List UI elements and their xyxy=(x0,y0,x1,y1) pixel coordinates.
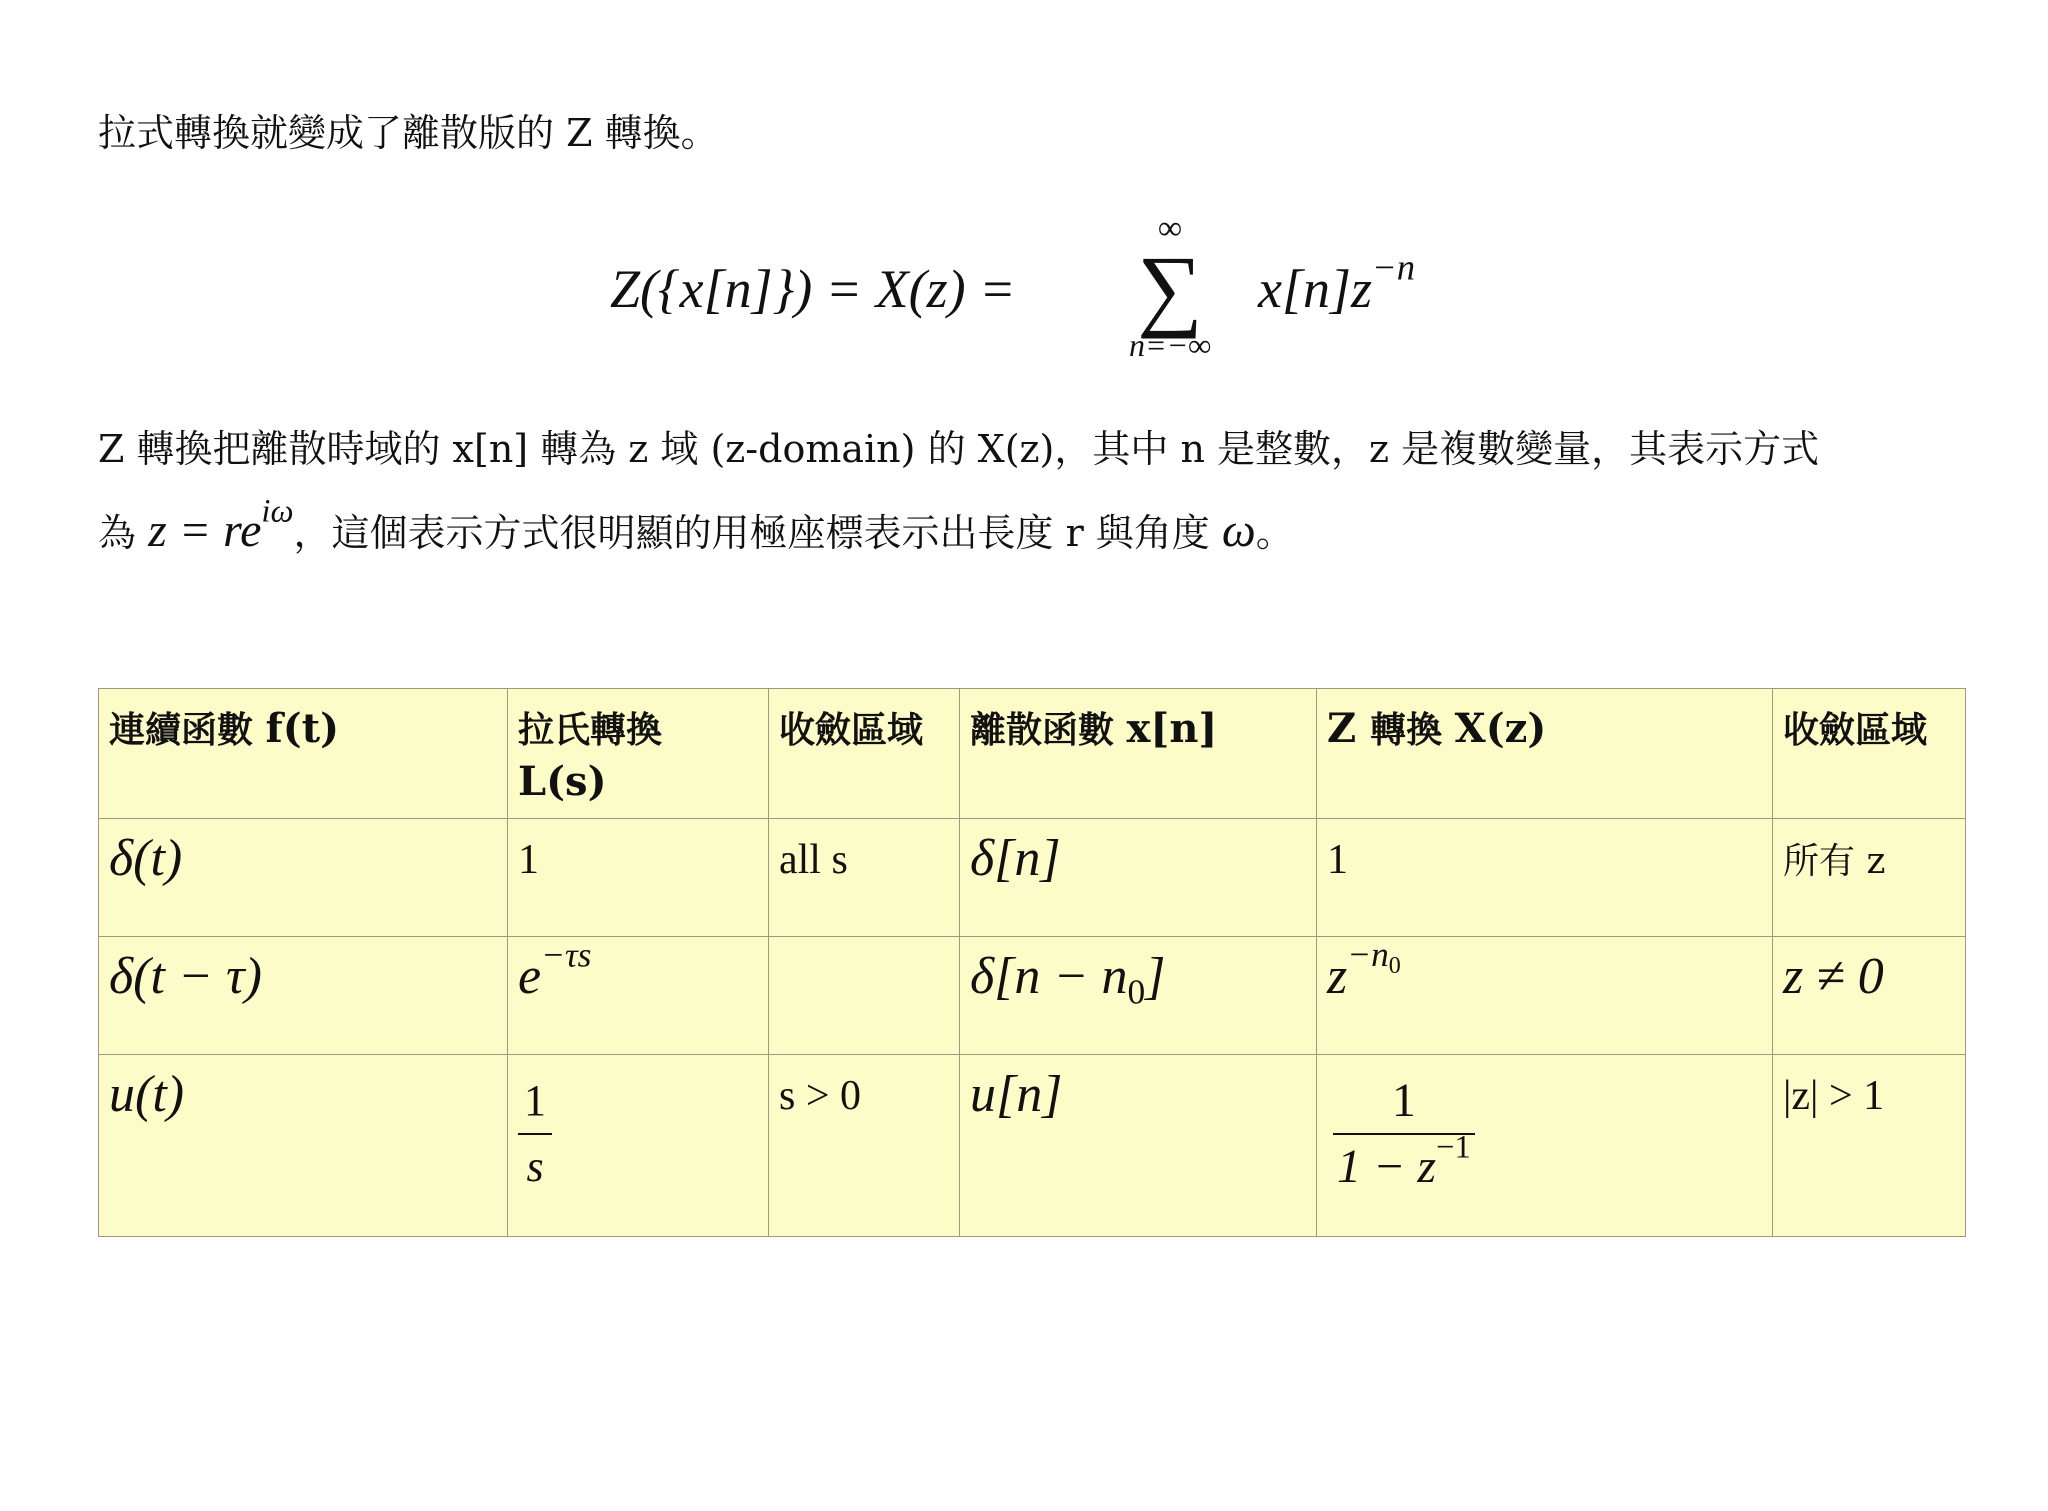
cell-X xyxy=(1317,934,1773,1055)
math-base: δ[n − n xyxy=(970,948,1128,1005)
header-discrete-function xyxy=(960,689,1317,819)
cell-text: s > 0 xyxy=(779,1073,862,1119)
fraction xyxy=(518,1069,552,1199)
sum-lower-limit: n=−∞ xyxy=(1129,327,1211,363)
table-header-row xyxy=(99,689,1966,819)
cell-text: u[n] xyxy=(970,1066,1063,1123)
header-roc-s xyxy=(769,689,960,819)
header-latin: L(s) xyxy=(518,758,607,805)
header-cjk: 轉換 xyxy=(1370,709,1455,751)
denominator-base: 1 − z xyxy=(1337,1140,1437,1193)
polar-form-exponent: iω xyxy=(261,493,294,530)
cell-math xyxy=(970,948,1166,1012)
math-exponent xyxy=(1347,934,1401,980)
table-row xyxy=(99,819,1966,937)
header-cjk: 收斂區域 xyxy=(1783,709,1928,751)
cell-roc-z xyxy=(1773,937,1966,1055)
math-base: e xyxy=(518,948,542,1005)
omega-symbol: ω xyxy=(1221,504,1256,557)
cell-text: 所有 z xyxy=(1783,841,1886,882)
transform-table xyxy=(98,688,1966,1237)
sum-sign: ∑ xyxy=(1137,237,1203,339)
header-latin: x[n] xyxy=(1126,705,1218,752)
line2-suffix: ，這個表示方式很明顯的用極座標表示出長度 r 與角度 xyxy=(293,511,1222,555)
cell-L xyxy=(508,819,769,937)
cell-x xyxy=(960,937,1317,1055)
header-cjk: 離散函數 xyxy=(970,709,1127,751)
header-roc-z xyxy=(1773,689,1966,819)
cell-math xyxy=(518,934,592,1005)
cell-text: δ[n] xyxy=(970,830,1061,887)
header-cjk: 拉氏轉換 xyxy=(518,709,663,751)
definition-paragraph xyxy=(98,408,1978,574)
definition-line-2 xyxy=(98,490,1978,574)
line2-end: 。 xyxy=(1255,511,1294,555)
denominator-exponent: −1 xyxy=(1436,1129,1471,1166)
cell-L xyxy=(508,934,769,1055)
formula-lhs: Z({x[n]}) = X(z) = xyxy=(610,259,1016,319)
cell-roc-s xyxy=(769,819,960,937)
fraction xyxy=(1333,1069,1475,1199)
math-subscript: 0 xyxy=(1127,971,1146,1012)
header-latin: Z xyxy=(1327,705,1371,752)
table-row xyxy=(99,937,1966,1055)
header-z-transform xyxy=(1317,689,1773,819)
summation xyxy=(1100,210,1240,370)
formula-rhs-base: x[n]z xyxy=(1258,259,1373,319)
math-exponent-base: −n xyxy=(1347,934,1389,975)
fraction-numerator: 1 xyxy=(1333,1069,1475,1135)
cell-text: δ(t − τ) xyxy=(109,948,262,1005)
cell-text: z ≠ 0 xyxy=(1783,948,1884,1005)
header-cjk: 收斂區域 xyxy=(779,709,924,751)
header-laplace-transform xyxy=(508,689,769,819)
formula-rhs-exponent: −n xyxy=(1372,246,1416,288)
sum-upper-limit: ∞ xyxy=(1157,210,1183,247)
cell-math xyxy=(1327,934,1401,1005)
fraction-denominator xyxy=(1333,1129,1475,1199)
math-end: ] xyxy=(1145,948,1166,1005)
cell-roc-s xyxy=(769,1055,960,1237)
cell-roc-s xyxy=(769,937,960,1055)
cell-X xyxy=(1317,1055,1773,1237)
cell-text: |z| > 1 xyxy=(1783,1073,1885,1119)
cell-x xyxy=(960,1055,1317,1237)
math-exponent: −τs xyxy=(541,934,592,975)
math-base: z xyxy=(1327,948,1348,1005)
fraction-numerator: 1 xyxy=(518,1069,552,1135)
header-continuous-function xyxy=(99,689,508,819)
header-latin: X(z) xyxy=(1454,705,1547,752)
header-cjk: 連續函數 xyxy=(109,709,266,751)
line2-prefix: 為 xyxy=(98,511,149,555)
cell-text: δ(t) xyxy=(109,830,183,887)
cell-text: all s xyxy=(779,837,848,883)
cell-x xyxy=(960,819,1317,937)
cell-L xyxy=(508,1055,769,1237)
polar-form-base: z = re xyxy=(148,504,262,557)
cell-text: 1 xyxy=(1327,837,1348,883)
cell-f xyxy=(99,1055,508,1237)
cell-text: 1 xyxy=(518,837,539,883)
intro-text: 拉式轉換就變成了離散版的 Z 轉換。 xyxy=(98,111,719,155)
math-exponent-subscript: 0 xyxy=(1388,953,1401,980)
cell-f xyxy=(99,937,508,1055)
polar-form-math xyxy=(148,493,294,557)
cell-text: u(t) xyxy=(109,1066,185,1123)
fraction-denominator: s xyxy=(526,1142,544,1191)
definition-line-1: Z 轉換把離散時域的 x[n] 轉為 z 域 (z-domain) 的 X(z)，其中 n 是整數，z 是複數變量，其表示方式 xyxy=(98,427,1820,471)
cell-f xyxy=(99,819,508,937)
header-latin: f(t) xyxy=(265,705,340,752)
cell-X xyxy=(1317,819,1773,937)
cell-roc-z xyxy=(1773,1055,1966,1237)
table-row xyxy=(99,1055,1966,1237)
z-transform-formula xyxy=(610,210,1510,370)
cell-roc-z xyxy=(1773,819,1966,937)
formula-rhs xyxy=(1258,246,1416,320)
